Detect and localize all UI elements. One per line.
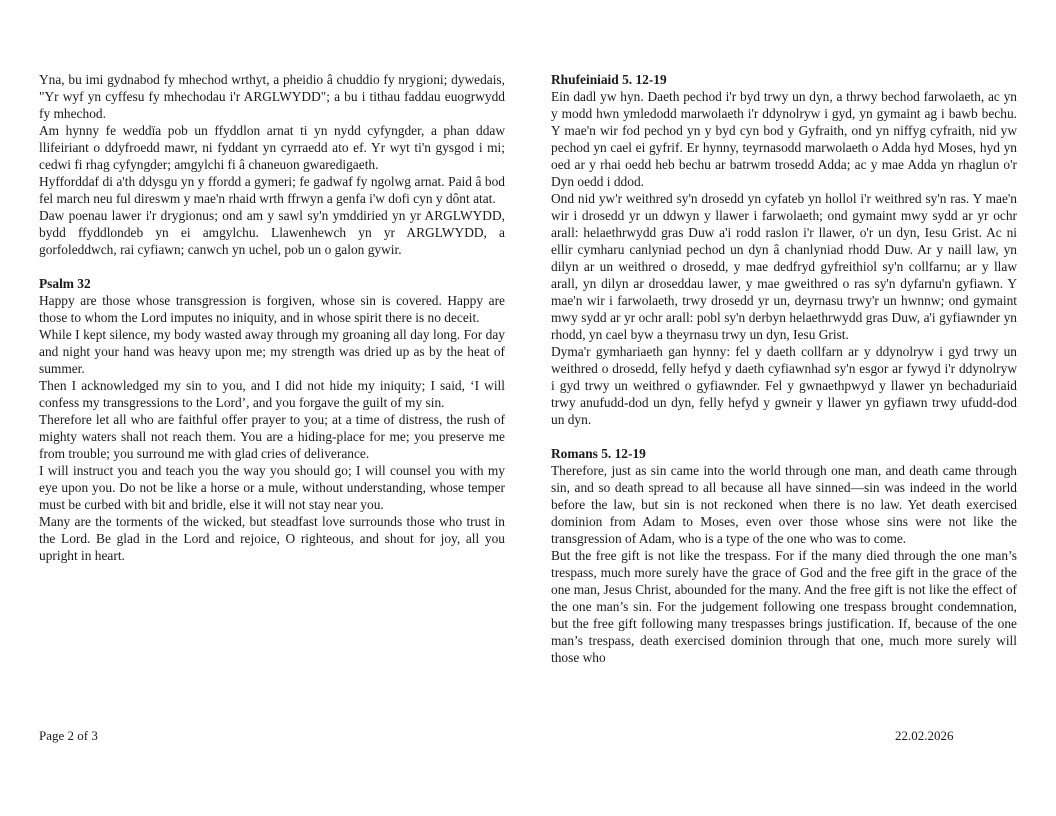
welsh-romans-paragraph-1: Ein dadl yw hyn. Daeth pechod i'r byd trwy un dyn, a thrwy bechod farwolaeth, ac yn y modd hwn ymledodd marwolaeth i'r ddynolryw i gyd, yn gymaint ag i bawb bechu. Y mae'n wir fod pechod yn y byd cyn bod y Gyfraith, ond yn niffyg cyfraith, nid yw pechod yn cael ei gyfrif. Er hynny, teyrnasodd marwolaeth o Adda hyd Moses, hyd yn oed ar y rhai oedd heb bechu ar batrwm trosedd Adda; ac y mae Adda yn rhaglun o'r Dyn oedd i ddod.	[551, 89, 1017, 189]
psalm-32-heading: Psalm 32	[39, 276, 91, 291]
welsh-romans-paragraph-3: Dyma'r gymhariaeth gan hynny: fel y daeth collfarn ar y ddynolryw i gyd trwy un weithred o drosedd, felly hefyd y daeth cyfiawnhad sy'n esgor ar fywyd i'r ddynolryw i gyd trwy un weithred o gyfiawnder. Fel y gwnaethpwyd y llawer yn bechaduriaid trwy anufudd-dod un dyn, felly hefyd y gwneir y llawer yn gyfiawn trwy ufudd-dod un dyn.	[551, 344, 1017, 427]
welsh-psalm-paragraph-4: Daw poenau lawer i'r drygionus; ond am y sawl sy'n ymddiried yn yr ARGLWYDD, bydd ffyddlondeb yn ei amgylchu. Llawenhewch yn yr ARGLWYDD, a gorfoleddwch, rai cyfiawn; canwch yn uchel, pob un o galon gywir.	[39, 208, 505, 257]
left-column	[39, 71, 505, 564]
welsh-psalm-paragraph-2: Am hynny fe weddïa pob un ffyddlon arnat ti yn nydd cyfyngder, a phan ddaw llifeiriant o ddyfroedd mawr, ni fyddant yn cyrraedd ato ef. Yr wyt ti'n gysgod i mi; cedwi fi rhag cyfyngder; amgylchi fi â chaneuon gwaredigaeth.	[39, 123, 505, 172]
english-romans-paragraph-2: But the free gift is not like the trespass. For if the many died through the one man’s trespass, much more surely have the grace of God and the free gift in the grace of the one man, Jesus Christ, abounded for the many. And the free gift is not like the effect of the one man’s sin. For the judgement following one trespass brought condemnation, but the free gift following many trespasses brings justification. If, because of the one man’s trespass, death exercised dominion through that one, much more surely will those who	[551, 548, 1017, 665]
english-psalm-paragraph-1: Happy are those whose transgression is forgiven, whose sin is covered. Happy are those to whom the Lord imputes no iniquity, and in whose spirit there is no deceit.	[39, 293, 505, 325]
right-column	[551, 71, 1017, 666]
english-psalm-paragraph-3: Then I acknowledged my sin to you, and I did not hide my iniquity; I said, ‘I will confess my transgressions to the Lord’, and you forgave the guilt of my sin.	[39, 378, 505, 410]
english-psalm-paragraph-5: I will instruct you and teach you the way you should go; I will counsel you with my eye upon you. Do not be like a horse or a mule, without understanding, whose temper must be curbed with bit and bridle, else it will not stay near you.	[39, 463, 505, 512]
rhufeiniaid-heading: Rhufeiniaid 5. 12-19	[551, 72, 667, 87]
welsh-romans-paragraph-2: Ond nid yw'r weithred sy'n drosedd yn cyfateb yn hollol i'r weithred sy'n ras. Y mae'n wir i drosedd yr un ddwyn y llawer i farwolaeth; ond gymaint mwy sydd ar yr ochr arall: helaethrwydd gras Duw a'i rodd raslon i'r llawer, o'r un dyn, Iesu Grist. Ac ni ellir cymharu canlyniad pechod un dyn â chanlyniad rhodd Duw. Ar y naill law, yn dilyn ar un weithred o drosedd, y mae dedfryd gyfreithiol sy'n collfarnu; ar y llaw arall, yn dilyn ar droseddau lawer, y mae gweithred o ras sy'n dyfarnu'n gyfiawn. Y mae'n wir i farwolaeth, trwy drosedd yr un, deyrnasu trwy'r un hwnnw; ond gymaint mwy sydd ar yr ochr arall: pobl sy'n derbyn helaethrwydd gras Duw, a'i gyfiawnder yn rhodd, yn cael byw a theyrnasu trwy un dyn, Iesu Grist.	[551, 191, 1017, 342]
welsh-psalm-paragraph-1: Yna, bu imi gydnabod fy mhechod wrthyt, a pheidio â chuddio fy nrygioni; dywedais, "Yr wyf yn cyffesu fy mhechodau i'r ARGLWYDD"; a bu i tithau faddau euogrwydd fy mhechod.	[39, 72, 505, 121]
welsh-psalm-paragraph-3: Hyfforddaf di a'th ddysgu yn y ffordd a gymeri; fe gadwaf fy ngolwg arnat. Paid â bod fel march neu ful direswm y mae'n rhaid wrth ffrwyn a genfa i'w dofi cyn y dônt atat.	[39, 174, 505, 206]
footer-date: 22.02.2026	[895, 728, 954, 743]
english-romans-paragraph-1: Therefore, just as sin came into the world through one man, and death came through sin, and so death spread to all because all have sinned—sin was indeed in the world before the law, but sin is not reckoned when there is no law. Yet death exercised dominion from Adam to Moses, even over those whose sins were not like the transgression of Adam, who is a type of the one who was to come.	[551, 463, 1017, 546]
english-psalm-paragraph-6: Many are the torments of the wicked, but steadfast love surrounds those who trust in the Lord. Be glad in the Lord and rejoice, O righteous, and shout for joy, all you upright in heart.	[39, 514, 505, 563]
page-number: Page 2 of 3	[39, 728, 98, 743]
section-gap	[551, 428, 1017, 445]
section-gap	[39, 258, 505, 275]
romans-heading: Romans 5. 12-19	[551, 446, 646, 461]
english-psalm-paragraph-2: While I kept silence, my body wasted away through my groaning all day long. For day and night your hand was heavy upon me; my strength was dried up as by the heat of summer.	[39, 327, 505, 376]
english-psalm-paragraph-4: Therefore let all who are faithful offer prayer to you; at a time of distress, the rush of mighty waters shall not reach them. You are a hiding-place for me; you preserve me from trouble; you surround me with glad cries of deliverance.	[39, 412, 505, 461]
